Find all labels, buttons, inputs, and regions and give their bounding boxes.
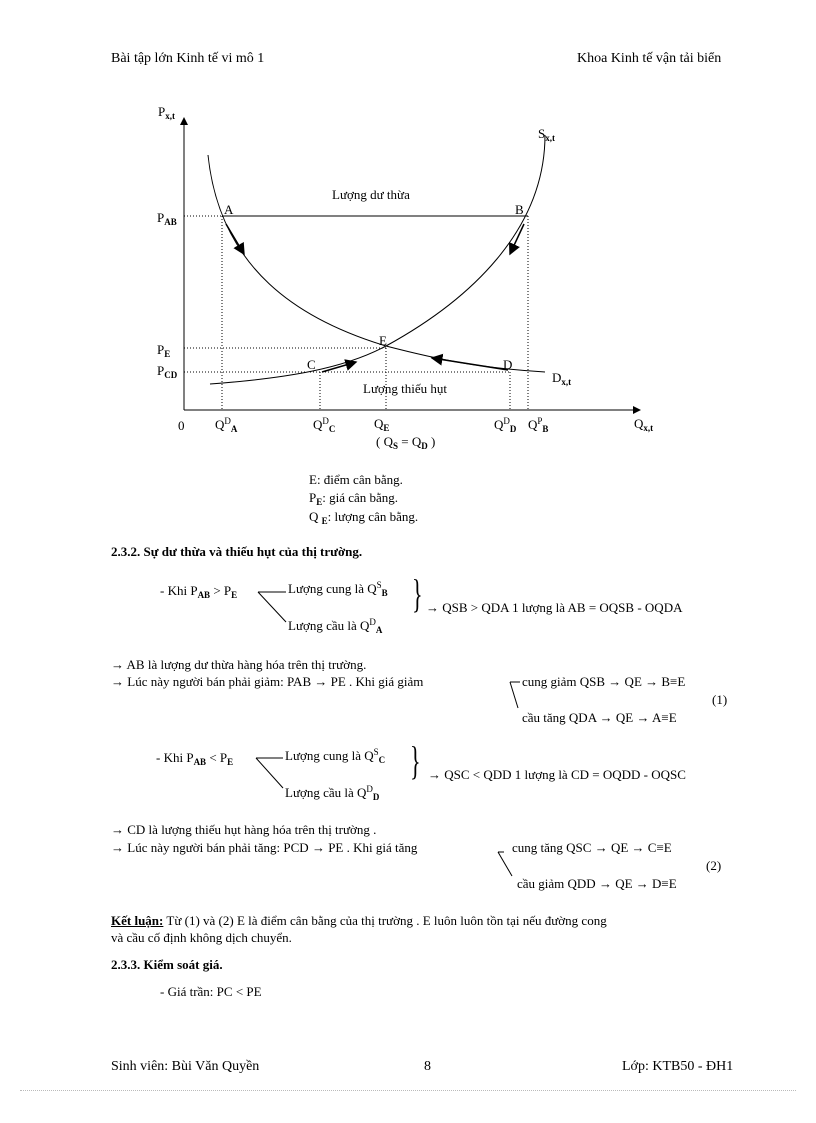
- tick-qe: $Q_E$: [374, 416, 390, 433]
- line-ab-surplus: → AB là lượng dư thừa hàng hóa trên thị trường.: [111, 657, 367, 672]
- tick-qsc: $Q^D_C$: [313, 416, 336, 434]
- legend-pe: $P_E$: giá cân bằng.: [309, 490, 399, 507]
- x-axis-label: $Q_{x,t}$: [634, 416, 654, 433]
- line-seller-decrease: → Lúc này người bán phải giảm: PAB → PE . Khi giá giảm: [111, 674, 424, 689]
- case1-result: → QSB > QDA 1 lượng là AB = OQSB - OQDA: [426, 600, 683, 615]
- footer-right: Lớp: KTB50 - ĐH1: [622, 1059, 734, 1074]
- section-233-title: 2.3.3. Kiểm soát giá.: [111, 957, 223, 972]
- tick-qdd: $Q^D_D$: [494, 416, 517, 434]
- footer-left: Sinh viên: Bùi Văn Quyền: [111, 1059, 260, 1074]
- case2-supply: Lượng cung là $Q^S_C$: [285, 747, 386, 765]
- surplus-annotation: Lượng dư thừa: [332, 187, 410, 202]
- point-c-label: C: [307, 357, 316, 372]
- case2-condition: - Khi $P_{AB} < P_E$: [156, 750, 234, 767]
- point-a-label: A: [224, 202, 234, 217]
- conclusion-line1: Kết luận: Từ (1) và (2) E là điểm cân bằng của thị trường . E luôn luôn tồn tại nếu đường cong: [111, 913, 607, 928]
- legend-e: E: điểm cân bằng.: [309, 472, 403, 487]
- mark-1: (1): [712, 692, 728, 707]
- case1-demand: Lượng cầu là $Q^D_A$: [288, 617, 383, 635]
- case2-demand: Lượng cầu là $Q^D_D$: [285, 784, 380, 802]
- tick-pab: $P_{AB}$: [157, 210, 177, 227]
- price-ceiling-item: - Giá trần: PC < PE: [160, 984, 262, 999]
- origin-label: 0: [178, 418, 185, 433]
- branch1-bottom: cầu tăng QDA → QE → A≡E: [522, 710, 677, 725]
- point-b-label: B: [515, 202, 524, 217]
- line-seller-increase: → Lúc này người bán phải tăng: PCD → PE . Khi giá tăng: [111, 840, 418, 855]
- header-right: Khoa Kinh tế vận tải biển: [577, 51, 722, 66]
- branch2-bottom: cầu giảm QDD → QE → D≡E: [517, 876, 677, 891]
- line-cd-shortage: → CD là lượng thiếu hụt hàng hóa trên thị trường .: [111, 822, 377, 837]
- section-232-title: 2.3.2. Sự dư thừa và thiếu hụt của thị trường.: [111, 544, 363, 559]
- point-e-label: E: [379, 333, 387, 348]
- mark-2: (2): [706, 858, 722, 873]
- page-bottom-divider: [20, 1090, 796, 1091]
- case2-brace: }: [410, 738, 421, 783]
- supply-label: $S_{x,t}$: [538, 126, 555, 143]
- page-number: 8: [424, 1059, 431, 1074]
- tick-qsb: $Q^P_B$: [528, 416, 549, 434]
- shortage-annotation: Lượng thiếu hụt: [363, 381, 447, 396]
- point-d-label: D: [503, 357, 513, 372]
- tick-qda: $Q^D_A$: [215, 416, 238, 434]
- demand-label: $D_{x,t}$: [552, 370, 572, 387]
- case2-result: → QSC < QDD 1 lượng là CD = OQDD - OQSC: [428, 767, 686, 782]
- legend-qe: Q $_E$: lượng cân bằng.: [309, 509, 419, 526]
- branch1-top: cung giảm QSB → QE → B≡E: [522, 674, 686, 689]
- branch2-top: cung tăng QSC → QE → C≡E: [512, 840, 672, 855]
- header-left: Bài tập lớn Kinh tế vi mô 1: [111, 51, 265, 66]
- case1-condition: - Khi $P_{AB} > P_E$: [160, 583, 238, 600]
- case1-supply: Lượng cung là $Q^S_B$: [288, 580, 388, 598]
- tick-pcd: $P_{CD}$: [157, 363, 178, 380]
- case1-brace: }: [412, 571, 423, 616]
- tick-pe: $P_E$: [157, 342, 171, 359]
- equality-annotation: ( $Q_S = Q_D$ ): [376, 434, 436, 451]
- conclusion-line2: và cầu cố định không dịch chuyển.: [111, 930, 292, 945]
- y-axis-label: $P_{x,t}$: [158, 104, 175, 121]
